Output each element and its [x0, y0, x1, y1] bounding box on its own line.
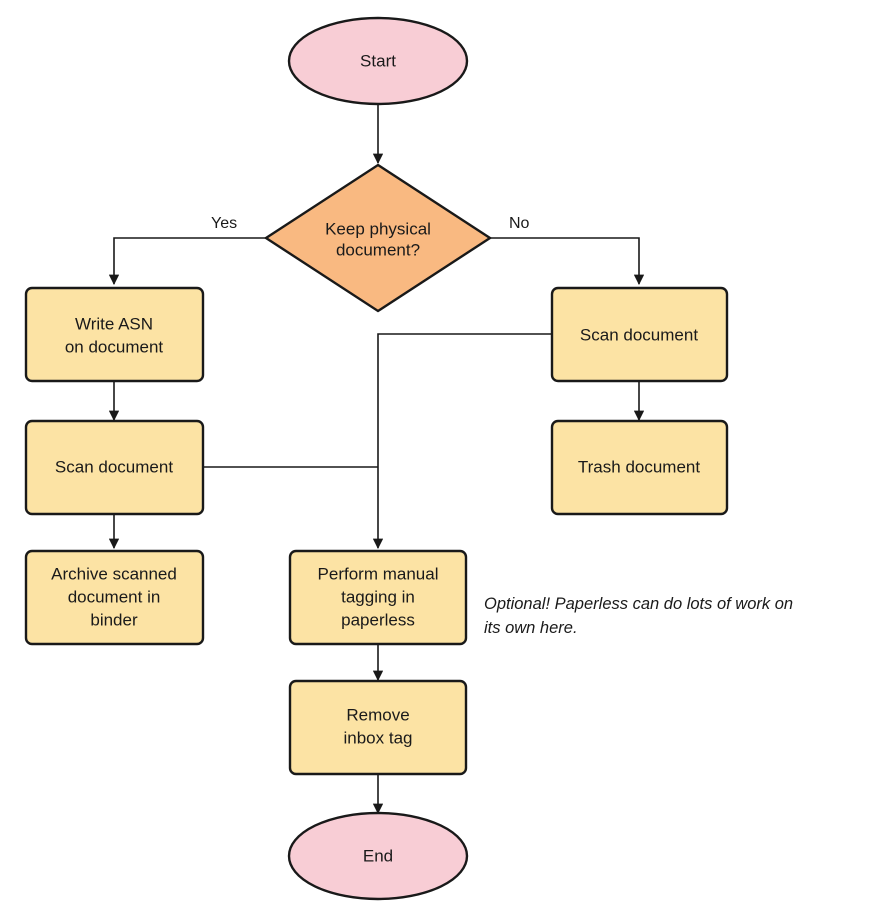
node-remove-inbox-label-line1: Remove: [346, 705, 410, 725]
node-archive-scanned-document[interactable]: [26, 551, 203, 644]
node-write-asn[interactable]: [26, 288, 203, 381]
node-remove-inbox-tag[interactable]: [290, 681, 466, 774]
node-decision-keep-physical-document[interactable]: [266, 165, 490, 311]
node-scan-document-right-label: Scan document: [579, 325, 699, 345]
node-scan-document-left-label: Scan document: [54, 457, 174, 477]
edge-label-yes: Yes: [211, 215, 238, 232]
node-decision-label-line1: Keep physical: [325, 219, 431, 239]
node-archive-label-line1: Archive scanned: [51, 564, 177, 584]
node-archive-label-line2: document in: [67, 587, 161, 607]
note-line-2: its own here.: [484, 619, 578, 637]
node-end-label: End: [362, 846, 394, 866]
node-archive-label-line3: binder: [90, 610, 138, 630]
node-scan-document-right[interactable]: [552, 288, 727, 381]
node-perform-manual-tagging[interactable]: [290, 551, 466, 644]
edge-scanright-to-tagging: [378, 334, 552, 548]
note-line-1: Optional! Paperless can do lots of work on: [484, 595, 794, 613]
node-scan-document-left[interactable]: [26, 421, 203, 514]
node-decision-label-line2: document?: [335, 240, 421, 260]
node-start[interactable]: [289, 18, 467, 104]
node-tagging-label-line3: paperless: [341, 610, 415, 630]
edge-label-no: No: [509, 215, 530, 232]
node-write-asn-label-line2: on document: [64, 337, 164, 357]
node-write-asn-label-line1: Write ASN: [74, 314, 154, 334]
node-remove-inbox-label-line2: inbox tag: [343, 728, 413, 748]
node-tagging-label-line2: tagging in: [341, 587, 415, 607]
node-start-label: Start: [360, 51, 396, 71]
node-tagging-label-line1: Perform manual: [317, 564, 439, 584]
node-end[interactable]: [289, 813, 467, 899]
annotation-optional-note: [484, 595, 793, 637]
edge-decision-no: [490, 238, 639, 284]
node-trash-document-label: Trash document: [577, 457, 701, 477]
node-trash-document[interactable]: [552, 421, 727, 514]
edge-decision-yes: [114, 238, 266, 284]
